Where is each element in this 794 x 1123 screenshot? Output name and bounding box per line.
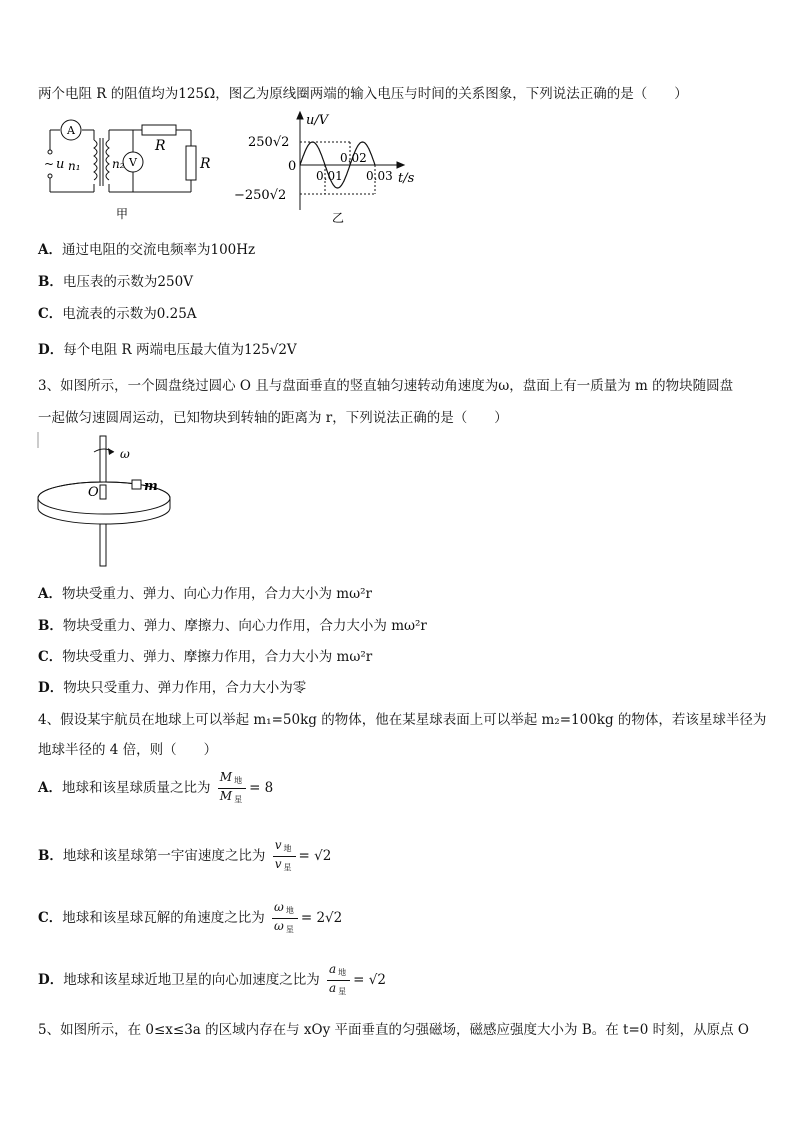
ymax-label: 250√2 <box>248 135 290 150</box>
q3-stem-line2: 一起做匀速圆周运动，已知物块到转轴的距离为 r，下列说法正确的是（ ） <box>38 410 508 426</box>
q4-option-d: D．地球和该星球近地卫星的向心加速度之比为 $\frac{a _地}{a _星}$ = √2 <box>38 962 386 999</box>
r-series-label: R <box>155 138 166 154</box>
fraction: $\frac{\omega _地}{\omega _星}$ <box>272 900 298 937</box>
q4-option-c: C．地球和该星球瓦解的角速度之比为 $\frac{\omega _地}{\omega _星}$ = 2√2 <box>38 900 342 937</box>
q2-option-d: D．每个电阻 R 两端电压最大值为125√2V <box>38 342 297 358</box>
circuit-figure-jia <box>36 112 226 224</box>
fraction: $\frac{M _地}{M _星}$ <box>218 770 246 807</box>
zero-label: 0 <box>288 159 297 174</box>
q5-stem: 5、如图所示，在 0≤x≤3a 的区域内存在与 xOy 平面垂直的匀强磁场，磁感应强度大小为 B。在 t=0 时刻，从原点 O <box>38 1022 750 1038</box>
n2-label: n₂ <box>112 157 125 171</box>
q3-option-b: B．物块受重力、弹力、摩擦力、向心力作用，合力大小为 mω²r <box>38 618 427 634</box>
tick-0.01: 0.01 <box>316 169 343 183</box>
ammeter-label: A <box>67 124 75 137</box>
fraction: $\frac{a _地}{a _星}$ <box>327 962 350 999</box>
voltage-time-graph-yi <box>232 110 432 230</box>
fig-jia-caption: 甲 <box>116 207 129 221</box>
rotating-disk-figure <box>36 430 186 570</box>
y-axis-label: u/V <box>306 113 329 128</box>
block-icon <box>132 480 141 489</box>
tick-0.02: 0.02 <box>340 151 367 165</box>
q4-stem-line2: 地球半径的 4 倍，则（ ） <box>38 742 218 758</box>
fig-yi-caption: 乙 <box>332 211 345 225</box>
q2-stem: 两个电阻 R 的阻值均为125Ω，图乙为原线圈两端的输入电压与时间的关系图象，下列说法正确的是（ ） <box>38 86 688 102</box>
q3-option-c: C．物块受重力、弹力、摩擦力作用，合力大小为 mω²r <box>38 649 373 665</box>
tick-0.03: 0.03 <box>366 169 393 183</box>
q2-option-b: B．电压表的示数为250V <box>38 274 193 290</box>
center-o-label: O <box>88 485 99 500</box>
x-axis-label: t/s <box>398 171 415 186</box>
q2-option-c: C．电流表的示数为0.25A <box>38 306 197 322</box>
ac-symbol: ~ <box>44 157 55 171</box>
u-label: u <box>56 157 65 172</box>
q3-option-d: D．物块只受重力、弹力作用，合力大小为零 <box>38 680 307 696</box>
mass-m-label: m <box>144 479 158 494</box>
r-right-label: R <box>200 156 211 172</box>
ymin-label: −250√2 <box>234 188 287 203</box>
q4-option-a: A．地球和该星球质量之比为 $\frac{M _地}{M _星}$ = 8 <box>38 770 273 807</box>
q2-option-a: A．通过电阻的交流电频率为100Hz <box>38 242 256 258</box>
voltmeter-label: V <box>129 156 137 169</box>
q3-option-a: A．物块受重力、弹力、向心力作用，合力大小为 mω²r <box>38 586 372 602</box>
q3-stem-line1: 3、如图所示，一个圆盘绕过圆心 O 且与盘面垂直的竖直轴匀速转动角速度为ω，盘面上有一质量为 m 的物块随圆盘 <box>38 378 734 394</box>
q4-stem-line1: 4、假设某宇航员在地球上可以举起 m₁=50kg 的物体，他在某星球表面上可以举起 m₂=100kg 的物体，若该星球半径为 <box>38 712 767 728</box>
n1-label: n₁ <box>68 159 81 173</box>
q4-option-b: B．地球和该星球第一宇宙速度之比为 $\frac{v _地}{v _星}$ = √2 <box>38 838 331 875</box>
omega-label: ω <box>120 447 130 461</box>
fraction: $\frac{v _地}{v _星}$ <box>273 838 296 875</box>
